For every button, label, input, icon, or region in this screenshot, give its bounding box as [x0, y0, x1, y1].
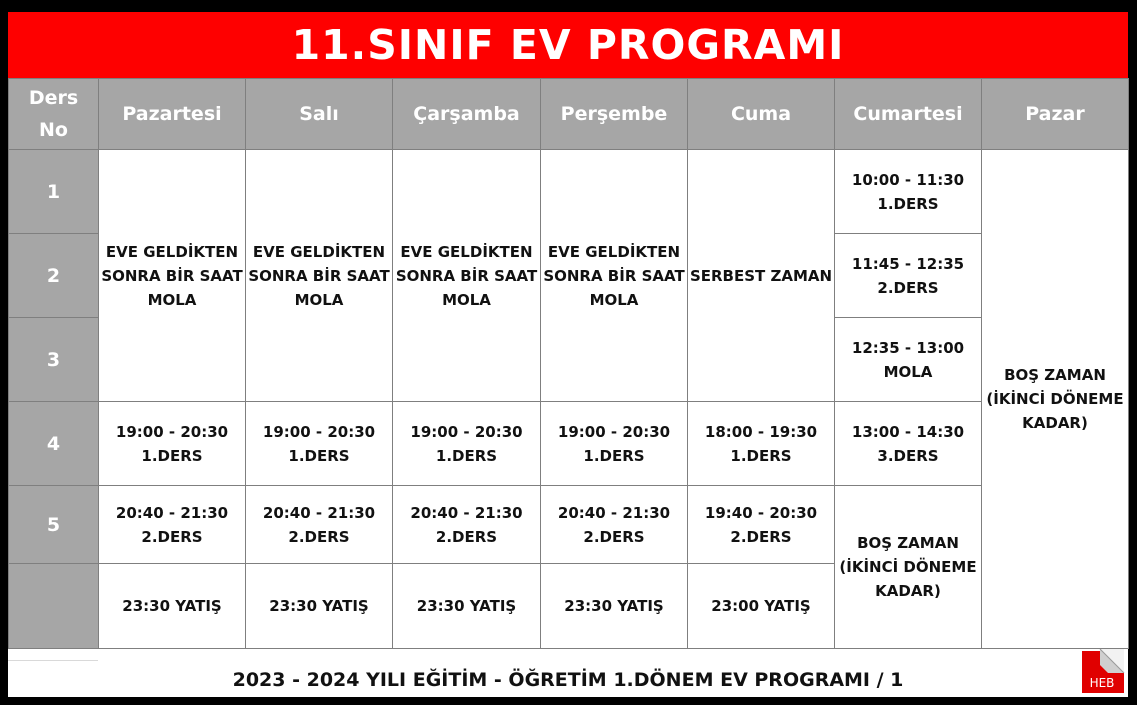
pazar-free-cell: BOŞ ZAMAN (İKİNCİ DÖNEME KADAR) — [982, 150, 1129, 649]
cumartesi-slot-2: 11:45 - 12:35 2.DERS — [835, 234, 982, 318]
footer-caption: 2023 - 2024 YILI EĞİTİM - ÖĞRETİM 1.DÖNEM EV PROGRAMI / 1 — [232, 668, 904, 691]
row-number-4: 4 — [9, 402, 99, 486]
header-pazartesi: Pazartesi — [99, 79, 246, 150]
pazartesi-bedtime: 23:30 YATIŞ — [99, 564, 246, 649]
sali-lesson-2: 20:40 - 21:30 2.DERS — [246, 486, 393, 564]
cumartesi-free-cell: BOŞ ZAMAN (İKİNCİ DÖNEME KADAR) — [835, 486, 982, 649]
carsamba-bedtime: 23:30 YATIŞ — [393, 564, 541, 649]
row-number-1: 1 — [9, 150, 99, 234]
persembe-lesson-2: 20:40 - 21:30 2.DERS — [541, 486, 688, 564]
cumartesi-slot-1: 10:00 - 11:30 1.DERS — [835, 150, 982, 234]
cuma-lesson-1: 18:00 - 19:30 1.DERS — [688, 402, 835, 486]
pazartesi-lesson-1: 19:00 - 20:30 1.DERS — [99, 402, 246, 486]
page-title: 11.SINIF EV PROGRAMI — [8, 12, 1128, 78]
header-pazar: Pazar — [982, 79, 1129, 150]
persembe-break-cell: EVE GELDİKTEN SONRA BİR SAAT MOLA — [541, 150, 688, 402]
cumartesi-slot-3: 12:35 - 13:00 MOLA — [835, 318, 982, 402]
cumartesi-slot-4: 13:00 - 14:30 3.DERS — [835, 402, 982, 486]
carsamba-break-cell: EVE GELDİKTEN SONRA BİR SAAT MOLA — [393, 150, 541, 402]
sali-break-cell: EVE GELDİKTEN SONRA BİR SAAT MOLA — [246, 150, 393, 402]
header-carsamba: Çarşamba — [393, 79, 541, 150]
header-cuma: Cuma — [688, 79, 835, 150]
header-cumartesi: Cumartesi — [835, 79, 982, 150]
row-number-blank — [9, 564, 99, 649]
cuma-free-cell: SERBEST ZAMAN — [688, 150, 835, 402]
pazartesi-break-cell: EVE GELDİKTEN SONRA BİR SAAT MOLA — [99, 150, 246, 402]
sali-lesson-1: 19:00 - 20:30 1.DERS — [246, 402, 393, 486]
cuma-lesson-2: 19:40 - 20:30 2.DERS — [688, 486, 835, 564]
persembe-bedtime: 23:30 YATIŞ — [541, 564, 688, 649]
header-persembe: Perşembe — [541, 79, 688, 150]
persembe-lesson-1: 19:00 - 20:30 1.DERS — [541, 402, 688, 486]
sali-bedtime: 23:30 YATIŞ — [246, 564, 393, 649]
heb-logo-icon — [1078, 647, 1126, 695]
carsamba-lesson-2: 20:40 - 21:30 2.DERS — [393, 486, 541, 564]
pazartesi-lesson-2: 20:40 - 21:30 2.DERS — [99, 486, 246, 564]
schedule-table — [8, 78, 1129, 649]
schedule-sheet — [8, 12, 1128, 697]
header-sali: Salı — [246, 79, 393, 150]
row-number-3: 3 — [9, 318, 99, 402]
row-number-2: 2 — [9, 234, 99, 318]
row-number-5: 5 — [9, 486, 99, 564]
header-ders-no: Ders No — [9, 79, 99, 150]
footer-divider — [8, 660, 98, 661]
carsamba-lesson-1: 19:00 - 20:30 1.DERS — [393, 402, 541, 486]
cuma-bedtime: 23:00 YATIŞ — [688, 564, 835, 649]
logo-text: HEB — [1089, 676, 1115, 690]
